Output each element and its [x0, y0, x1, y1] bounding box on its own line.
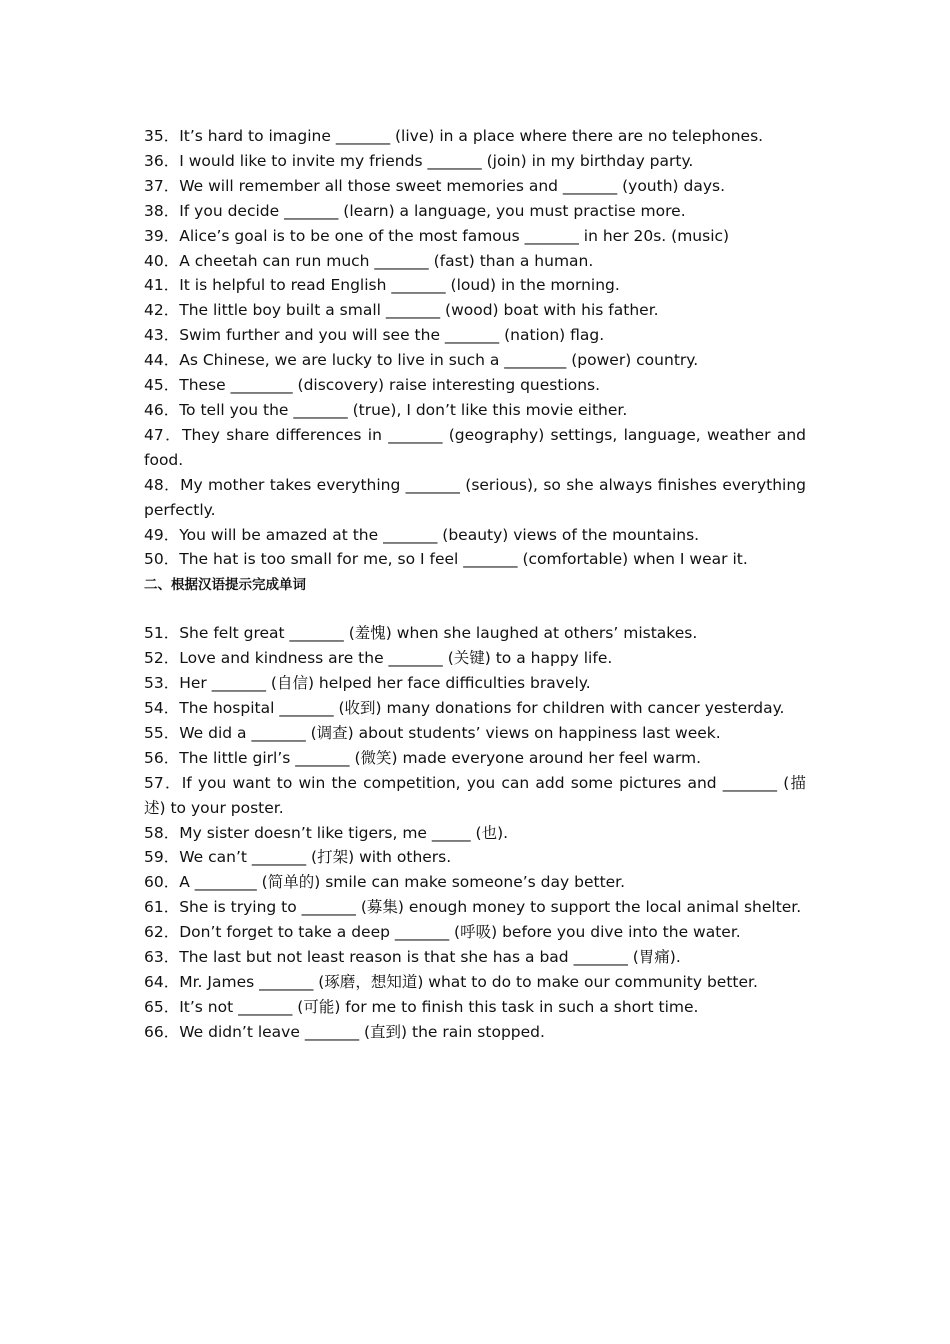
- question-38: 38．If you decide _______ (learn) a language, you must practise more.: [144, 201, 686, 220]
- worksheet-page: [144, 124, 806, 1045]
- question-49: 49．You will be amazed at the _______ (beauty) views of the mountains.: [144, 525, 700, 544]
- question-48: 48．My mother takes everything _______ (serious), so she always finishes everything perfectly.: [144, 475, 806, 519]
- question-61: 61．She is trying to _______ (募集) enough money to support the local animal shelter.: [144, 898, 802, 917]
- question-47: 47．They share differences in _______ (geography) settings, language, weather and food.: [144, 425, 806, 469]
- question-54: 54．The hospital _______ (收到) many donations for children with cancer yesterday.: [144, 699, 785, 718]
- question-35: 35．It’s hard to imagine _______ (live) in a place where there are no telephones.: [144, 127, 764, 145]
- question-44: 44．As Chinese, we are lucky to live in such a ________ (power) country.: [144, 351, 699, 370]
- question-55: 55．We did a _______ (调查) about students’ views on happiness last week.: [144, 723, 721, 742]
- part1-list: [144, 124, 806, 572]
- question-57: 57．If you want to win the competition, you can add some pictures and _______ (描述) to your poster.: [144, 773, 806, 817]
- question-46: 46．To tell you the _______ (true), I don’t like this movie either.: [144, 400, 628, 419]
- question-37: 37．We will remember all those sweet memories and _______ (youth) days.: [144, 176, 726, 195]
- section-2-title: 二、根据汉语提示完成单词: [144, 577, 306, 594]
- question-60: 60．A ________ (简单的) smile can make someone’s day better.: [144, 873, 626, 892]
- question-36: 36．I would like to invite my friends _______ (join) in my birthday party.: [144, 151, 694, 170]
- question-43: 43．Swim further and you will see the _______ (nation) flag.: [144, 326, 605, 345]
- part2-list: [144, 621, 806, 1044]
- question-66: 66．We didn’t leave _______ (直到) the rain stopped.: [144, 1022, 545, 1041]
- question-40: 40．A cheetah can run much _______ (fast) than a human.: [144, 251, 594, 270]
- question-42: 42．The little boy built a small _______ (wood) boat with his father.: [144, 301, 659, 320]
- question-56: 56．The little girl’s _______ (微笑) made everyone around her feel warm.: [144, 748, 702, 767]
- question-53: 53．Her _______ (自信) helped her face difficulties bravely.: [144, 674, 591, 693]
- question-62: 62．Don’t forget to take a deep _______ (呼吸) before you dive into the water.: [144, 923, 741, 942]
- question-59: 59．We can’t _______ (打架) with others.: [144, 848, 452, 867]
- question-58: 58．My sister doesn’t like tigers, me _____ (也).: [144, 823, 509, 842]
- question-65: 65．It’s not _______ (可能) for me to finish this task in such a short time.: [144, 997, 699, 1016]
- question-41: 41．It is helpful to read English _______ (loud) in the morning.: [144, 276, 620, 295]
- question-64: 64．Mr. James _______ (琢磨，想知道) what to do to make our community better.: [144, 973, 758, 991]
- question-50: 50．The hat is too small for me, so I feel _______ (comfortable) when I wear it.: [144, 550, 748, 569]
- question-52: 52．Love and kindness are the _______ (关键) to a happy life.: [144, 649, 613, 668]
- question-63: 63．The last but not least reason is that she has a bad _______ (胃痛).: [144, 948, 681, 967]
- question-39: 39．Alice’s goal is to be one of the most famous _______ in her 20s. (music): [144, 226, 730, 245]
- question-45: 45．These ________ (discovery) raise interesting questions.: [144, 376, 601, 395]
- question-51: 51．She felt great _______ (羞愧) when she laughed at others’ mistakes.: [144, 624, 698, 643]
